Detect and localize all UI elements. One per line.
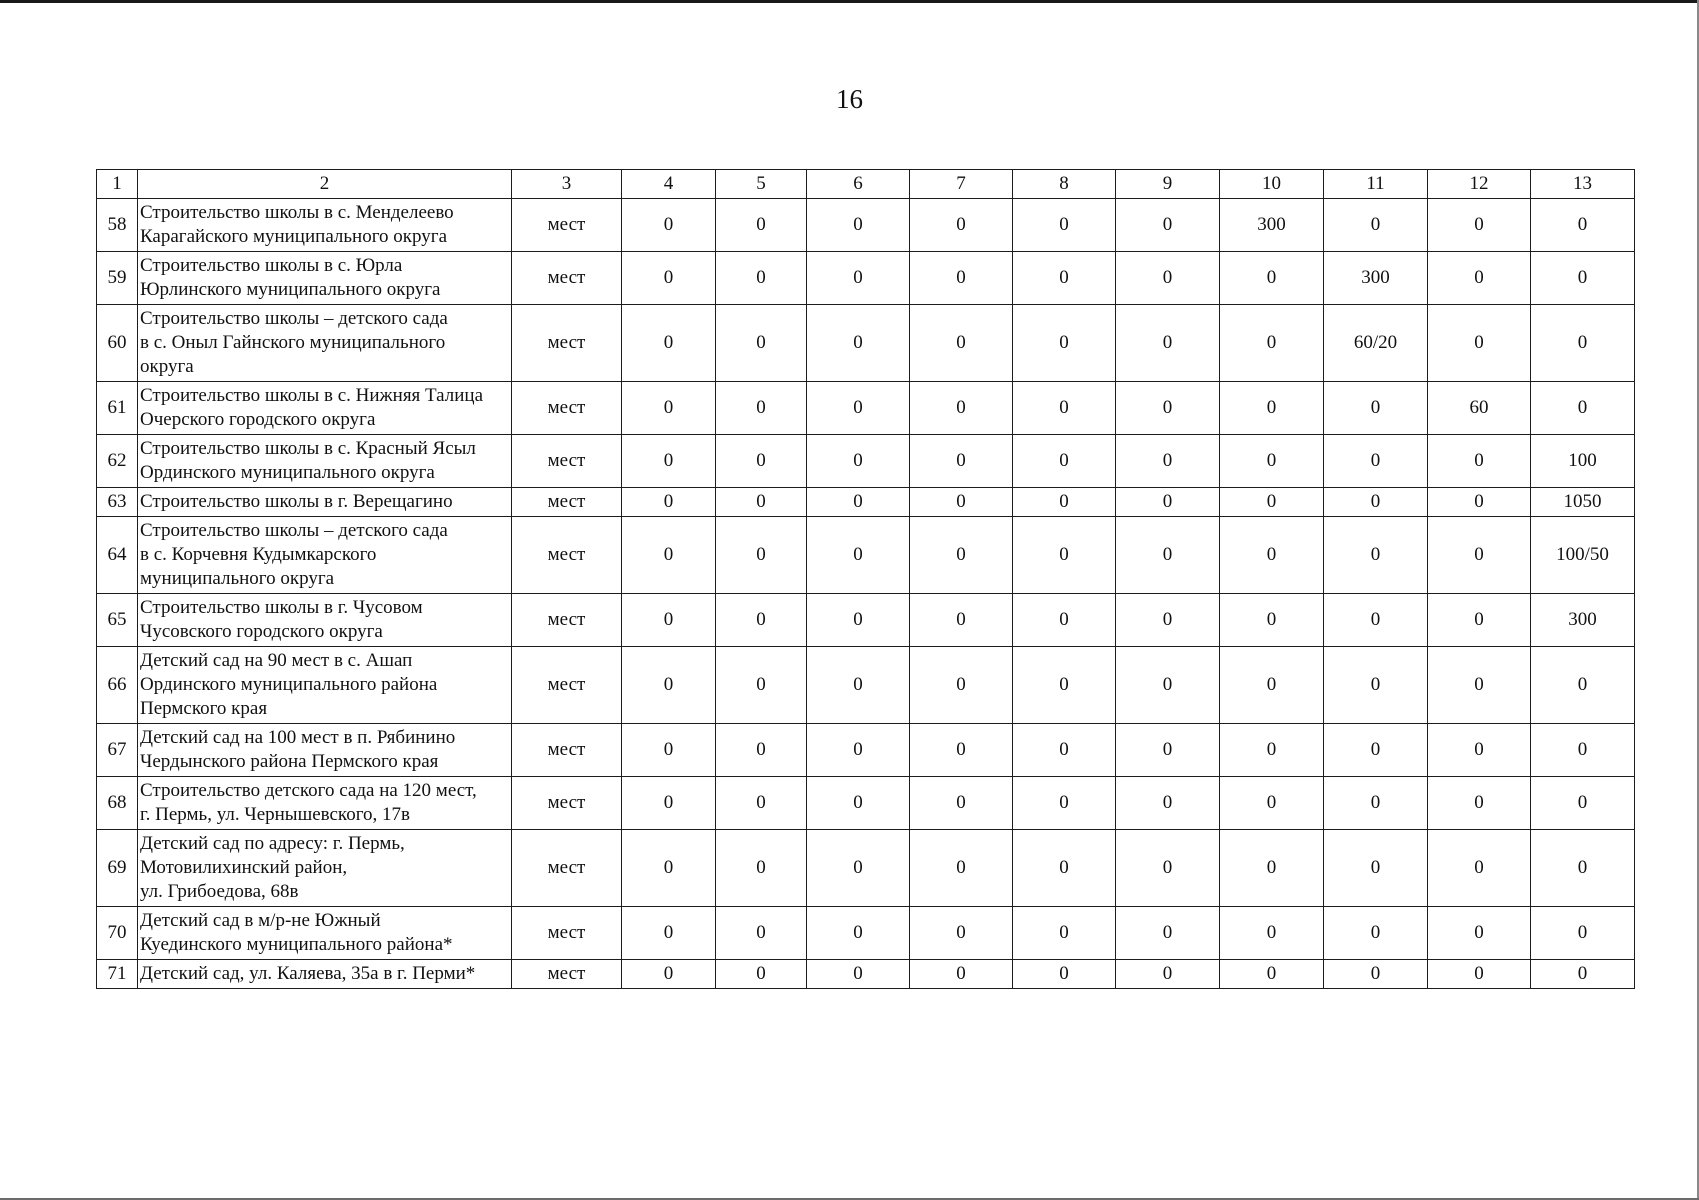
value-cell-col9: 0 [1116,724,1220,777]
value-cell-col4: 0 [622,830,716,907]
value-cell-col5: 0 [716,305,807,382]
value-cell-col4: 0 [622,907,716,960]
value-cell-col6: 0 [807,960,910,989]
row-number: 67 [97,724,138,777]
value-cell-col5: 0 [716,960,807,989]
value-cell-col11: 60/20 [1324,305,1428,382]
value-cell-col13: 0 [1531,647,1635,724]
table-row [97,252,1635,305]
object-name-line: Детский сад по адресу: г. Пермь, [140,833,405,854]
object-name [138,517,512,594]
column-header-6: 6 [807,170,910,199]
value-cell-col13: 0 [1531,960,1635,989]
value-cell-col13: 0 [1531,907,1635,960]
value-cell-col5: 0 [716,382,807,435]
value-cell-col6: 0 [807,382,910,435]
value-cell-col9: 0 [1116,777,1220,830]
page-number: 16 [836,84,863,114]
value-cell-col7: 0 [910,488,1013,517]
value-cell-col11: 0 [1324,517,1428,594]
object-name-line: Детский сад в м/р-не Южный [140,910,381,931]
object-name-line: Детский сад на 90 мест в с. Ашап [140,650,413,671]
value-cell-col13: 300 [1531,594,1635,647]
header-row [97,170,1635,199]
value-cell-col10: 0 [1220,724,1324,777]
object-name-line: Строительство школы – детского сада [140,308,448,329]
value-cell-col10: 0 [1220,960,1324,989]
value-cell-col9: 0 [1116,305,1220,382]
value-cell-col6: 0 [807,199,910,252]
value-cell-col10: 0 [1220,647,1324,724]
value-cell-col12: 0 [1428,907,1531,960]
value-cell-col5: 0 [716,435,807,488]
value-cell-col8: 0 [1013,517,1116,594]
value-cell-col11: 0 [1324,724,1428,777]
value-cell-col13: 100 [1531,435,1635,488]
value-cell-col4: 0 [622,382,716,435]
column-header-11: 11 [1324,170,1428,199]
value-cell-col7: 0 [910,199,1013,252]
object-name [138,777,512,830]
value-cell-col8: 0 [1013,594,1116,647]
column-header-9: 9 [1116,170,1220,199]
value-cell-col8: 0 [1013,647,1116,724]
table-row [97,517,1635,594]
value-cell-col8: 0 [1013,382,1116,435]
row-number: 59 [97,252,138,305]
row-number: 70 [97,907,138,960]
value-cell-col4: 0 [622,305,716,382]
value-cell-col4: 0 [622,594,716,647]
value-cell-col13: 0 [1531,305,1635,382]
value-cell-col9: 0 [1116,252,1220,305]
table-row [97,594,1635,647]
unit-cell: мест [512,252,622,305]
object-name-line: муниципального округа [140,568,335,589]
value-cell-col8: 0 [1013,435,1116,488]
table-body [97,170,1635,989]
value-cell-col12: 0 [1428,488,1531,517]
column-header-8: 8 [1013,170,1116,199]
object-name-line: Строительство школы в г. Чусовом [140,597,423,618]
value-cell-col12: 0 [1428,724,1531,777]
value-cell-col4: 0 [622,252,716,305]
unit-cell: мест [512,830,622,907]
value-cell-col6: 0 [807,647,910,724]
row-number: 68 [97,777,138,830]
value-cell-col10: 0 [1220,594,1324,647]
data-table [96,169,1635,989]
value-cell-col8: 0 [1013,252,1116,305]
value-cell-col4: 0 [622,724,716,777]
object-name-line: Строительство школы – детского сада [140,520,448,541]
value-cell-col13: 0 [1531,199,1635,252]
column-header-12: 12 [1428,170,1531,199]
value-cell-col4: 0 [622,647,716,724]
value-cell-col5: 0 [716,199,807,252]
value-cell-col12: 0 [1428,435,1531,488]
value-cell-col7: 0 [910,382,1013,435]
value-cell-col9: 0 [1116,594,1220,647]
value-cell-col11: 0 [1324,594,1428,647]
value-cell-col4: 0 [622,435,716,488]
value-cell-col5: 0 [716,777,807,830]
value-cell-col9: 0 [1116,435,1220,488]
value-cell-col11: 0 [1324,907,1428,960]
object-name-line: в с. Оныл Гайнского муниципального [140,332,446,353]
value-cell-col7: 0 [910,724,1013,777]
value-cell-col8: 0 [1013,907,1116,960]
value-cell-col12: 0 [1428,199,1531,252]
object-name [138,382,512,435]
value-cell-col4: 0 [622,960,716,989]
value-cell-col4: 0 [622,777,716,830]
value-cell-col10: 0 [1220,435,1324,488]
value-cell-col10: 0 [1220,777,1324,830]
column-header-1: 1 [97,170,138,199]
row-number: 58 [97,199,138,252]
object-name-line: Детский сад, ул. Каляева, 35а в г. Перми* [140,963,476,984]
object-name-line: Мотовилихинский район, [140,857,348,878]
table-row [97,435,1635,488]
value-cell-col11: 0 [1324,647,1428,724]
value-cell-col10: 0 [1220,488,1324,517]
unit-cell: мест [512,488,622,517]
unit-cell: мест [512,960,622,989]
table-row [97,199,1635,252]
value-cell-col7: 0 [910,594,1013,647]
value-cell-col7: 0 [910,517,1013,594]
value-cell-col9: 0 [1116,488,1220,517]
object-name-line: Чердынского района Пермского края [140,751,439,772]
unit-cell: мест [512,382,622,435]
value-cell-col6: 0 [807,724,910,777]
value-cell-col5: 0 [716,488,807,517]
object-name [138,830,512,907]
table-row [97,305,1635,382]
value-cell-col10: 0 [1220,907,1324,960]
value-cell-col12: 0 [1428,305,1531,382]
object-name-line: Строительство школы в с. Менделеево [140,202,454,223]
unit-cell: мест [512,777,622,830]
object-name [138,199,512,252]
value-cell-col13: 100/50 [1531,517,1635,594]
value-cell-col6: 0 [807,305,910,382]
unit-cell: мест [512,199,622,252]
value-cell-col12: 0 [1428,252,1531,305]
value-cell-col5: 0 [716,594,807,647]
value-cell-col7: 0 [910,777,1013,830]
object-name [138,960,512,989]
value-cell-col5: 0 [716,724,807,777]
value-cell-col9: 0 [1116,960,1220,989]
value-cell-col4: 0 [622,488,716,517]
row-number: 64 [97,517,138,594]
column-header-7: 7 [910,170,1013,199]
value-cell-col4: 0 [622,199,716,252]
object-name-line: г. Пермь, ул. Чернышевского, 17в [140,804,410,825]
object-name-line: Очерского городского округа [140,409,376,430]
unit-cell: мест [512,517,622,594]
table-row [97,488,1635,517]
value-cell-col11: 0 [1324,830,1428,907]
row-number: 65 [97,594,138,647]
object-name-line: округа [140,356,194,377]
value-cell-col6: 0 [807,488,910,517]
column-header-5: 5 [716,170,807,199]
value-cell-col5: 0 [716,647,807,724]
value-cell-col12: 60 [1428,382,1531,435]
object-name-line: в с. Корчевня Кудымкарского [140,544,377,565]
value-cell-col12: 0 [1428,647,1531,724]
value-cell-col6: 0 [807,517,910,594]
value-cell-col6: 0 [807,435,910,488]
value-cell-col12: 0 [1428,830,1531,907]
object-name [138,647,512,724]
value-cell-col10: 300 [1220,199,1324,252]
value-cell-col5: 0 [716,907,807,960]
value-cell-col6: 0 [807,907,910,960]
value-cell-col7: 0 [910,647,1013,724]
value-cell-col11: 0 [1324,382,1428,435]
value-cell-col9: 0 [1116,199,1220,252]
value-cell-col8: 0 [1013,777,1116,830]
value-cell-col7: 0 [910,305,1013,382]
value-cell-col11: 0 [1324,960,1428,989]
value-cell-col13: 1050 [1531,488,1635,517]
object-name-line: Строительство школы в с. Юрла [140,255,403,276]
object-name-line: Строительство школы в с. Красный Ясыл [140,438,476,459]
object-name-line: Пермского края [140,698,268,719]
object-name-line: Строительство школы в с. Нижняя Талица [140,385,484,406]
row-number: 71 [97,960,138,989]
object-name-line: ул. Грибоедова, 68в [140,881,299,902]
value-cell-col8: 0 [1013,724,1116,777]
unit-cell: мест [512,305,622,382]
unit-cell: мест [512,647,622,724]
object-name [138,488,512,517]
value-cell-col9: 0 [1116,830,1220,907]
column-header-3: 3 [512,170,622,199]
value-cell-col13: 0 [1531,830,1635,907]
object-name-line: Строительство школы в г. Верещагино [140,491,453,512]
object-name-line: Ординского муниципального округа [140,462,435,483]
value-cell-col8: 0 [1013,488,1116,517]
object-name-line: Чусовского городского округа [140,621,383,642]
value-cell-col10: 0 [1220,830,1324,907]
object-name [138,724,512,777]
value-cell-col7: 0 [910,830,1013,907]
value-cell-col6: 0 [807,830,910,907]
row-number: 62 [97,435,138,488]
value-cell-col11: 0 [1324,199,1428,252]
scan-edge-top [0,0,1699,3]
value-cell-col7: 0 [910,960,1013,989]
value-cell-col9: 0 [1116,907,1220,960]
row-number: 61 [97,382,138,435]
value-cell-col9: 0 [1116,517,1220,594]
object-name-line: Карагайского муниципального округа [140,226,448,247]
column-header-4: 4 [622,170,716,199]
value-cell-col8: 0 [1013,830,1116,907]
value-cell-col12: 0 [1428,594,1531,647]
value-cell-col11: 0 [1324,777,1428,830]
object-name [138,305,512,382]
column-header-10: 10 [1220,170,1324,199]
object-name-line: Строительство детского сада на 120 мест, [140,780,477,801]
value-cell-col6: 0 [807,777,910,830]
column-header-2: 2 [138,170,512,199]
value-cell-col13: 0 [1531,382,1635,435]
row-number: 69 [97,830,138,907]
value-cell-col13: 0 [1531,252,1635,305]
value-cell-col11: 300 [1324,252,1428,305]
table-row [97,382,1635,435]
value-cell-col4: 0 [622,517,716,594]
object-name [138,252,512,305]
value-cell-col6: 0 [807,594,910,647]
value-cell-col10: 0 [1220,517,1324,594]
value-cell-col11: 0 [1324,488,1428,517]
value-cell-col8: 0 [1013,305,1116,382]
value-cell-col8: 0 [1013,960,1116,989]
column-header-13: 13 [1531,170,1635,199]
value-cell-col7: 0 [910,907,1013,960]
object-name-line: Куединского муниципального района* [140,934,453,955]
object-name-line: Ординского муниципального района [140,674,438,695]
value-cell-col11: 0 [1324,435,1428,488]
value-cell-col10: 0 [1220,382,1324,435]
row-number: 63 [97,488,138,517]
object-name [138,907,512,960]
table-row [97,960,1635,989]
row-number: 60 [97,305,138,382]
value-cell-col12: 0 [1428,517,1531,594]
value-cell-col12: 0 [1428,777,1531,830]
unit-cell: мест [512,907,622,960]
row-number: 66 [97,647,138,724]
value-cell-col9: 0 [1116,647,1220,724]
value-cell-col9: 0 [1116,382,1220,435]
value-cell-col8: 0 [1013,199,1116,252]
object-name-line: Детский сад на 100 мест в п. Рябинино [140,727,456,748]
table-row [97,647,1635,724]
value-cell-col7: 0 [910,435,1013,488]
object-name-line: Юрлинского муниципального округа [140,279,441,300]
unit-cell: мест [512,594,622,647]
value-cell-col10: 0 [1220,252,1324,305]
object-name [138,594,512,647]
object-name [138,435,512,488]
value-cell-col5: 0 [716,252,807,305]
value-cell-col6: 0 [807,252,910,305]
table-row [97,830,1635,907]
value-cell-col10: 0 [1220,305,1324,382]
value-cell-col13: 0 [1531,724,1635,777]
value-cell-col7: 0 [910,252,1013,305]
value-cell-col5: 0 [716,517,807,594]
value-cell-col12: 0 [1428,960,1531,989]
unit-cell: мест [512,724,622,777]
value-cell-col5: 0 [716,830,807,907]
table-row [97,777,1635,830]
table-row [97,724,1635,777]
unit-cell: мест [512,435,622,488]
value-cell-col13: 0 [1531,777,1635,830]
table-row [97,907,1635,960]
